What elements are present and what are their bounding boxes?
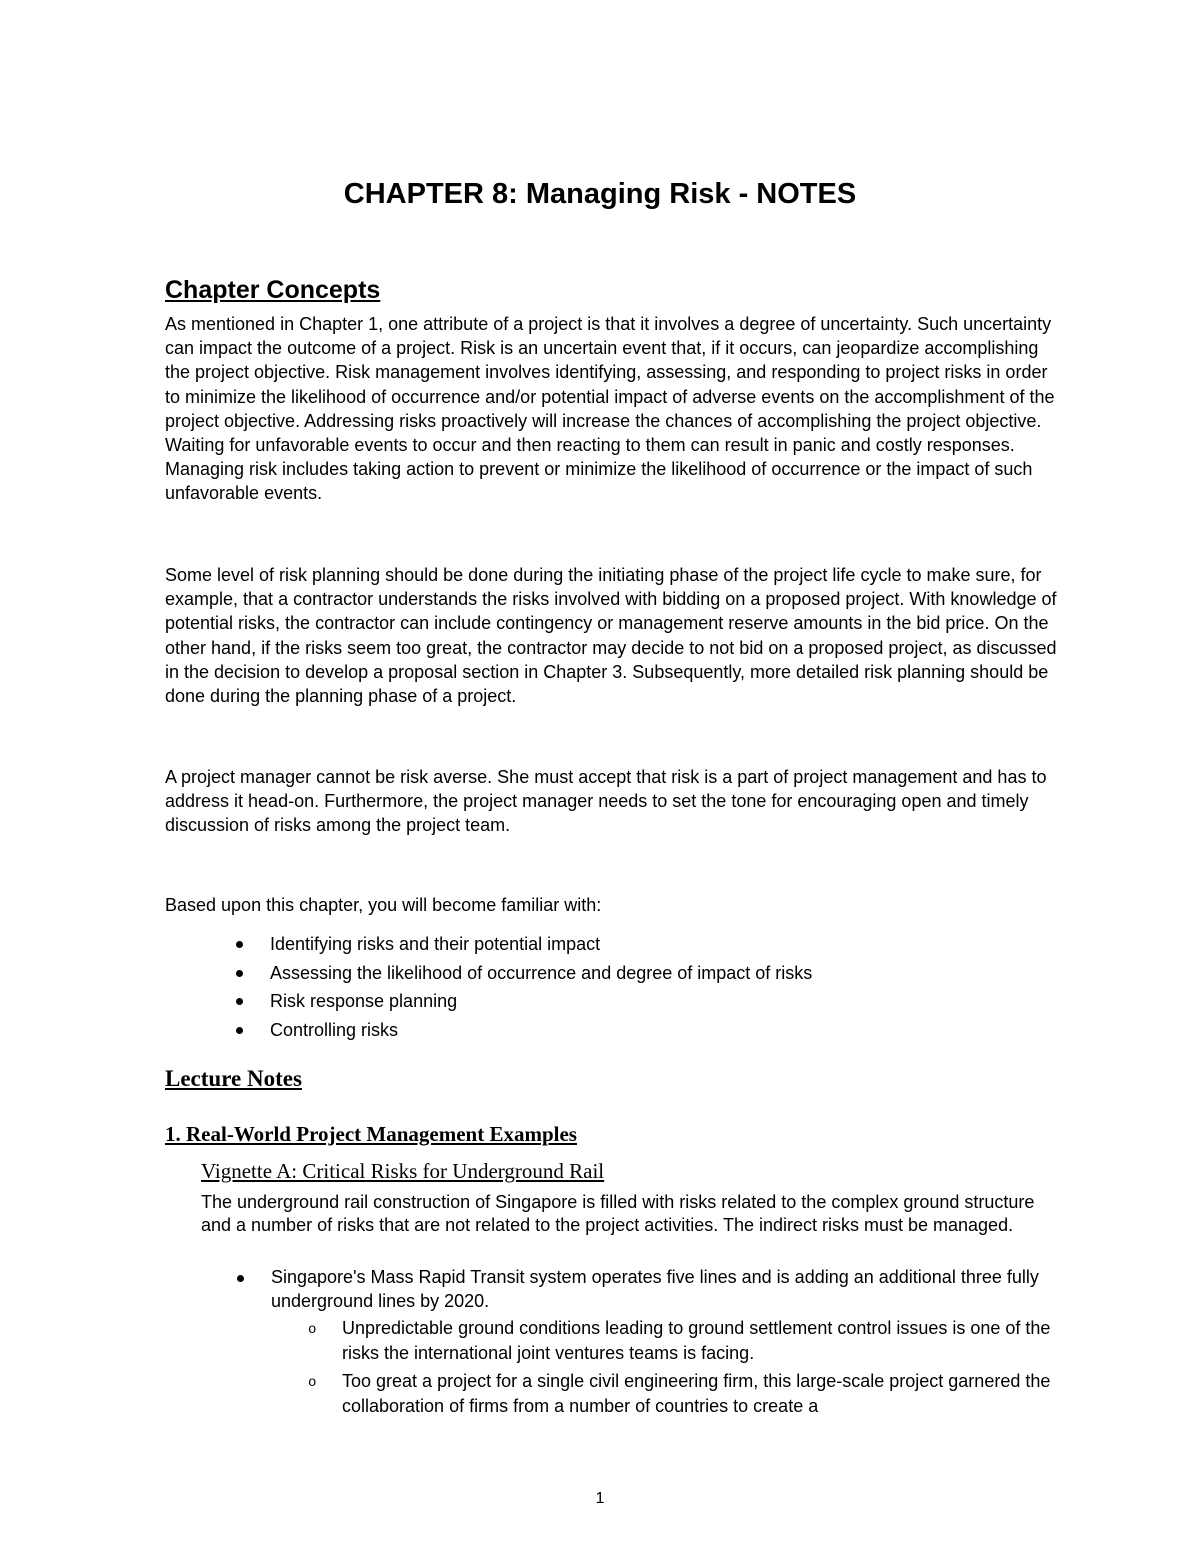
concepts-paragraph-1: As mentioned in Chapter 1, one attribute of a project is that it involves a degree of uncertainty. Such uncertainty can impact the outcome of a project. Risk is an uncertain event that, if it occurs, can jeopardize accomplishing the project objective. Risk management involves identifying, assessing, and responding to project risks in order to minimize the likelihood of occurrence and/or potential impact of adverse events on the accomplishment of the project objective. Addressing risks proactively will increase the chances of accomplishing the project objective. Waiting for unfavorable events to occur and then reacting to them can result in panic and costly responses. Managing risk includes taking action to prevent or minimize the likelihood of occurrence or the impact of such unfavorable events. bbox=[165, 314, 1055, 504]
list-item: Controlling risks bbox=[165, 1016, 812, 1045]
sub-bullet-marker: o bbox=[308, 1322, 317, 1338]
page-number: 1 bbox=[595, 1490, 605, 1507]
list-item: Identifying risks and their potential impact bbox=[165, 930, 812, 959]
vignette-bullet: Singapore's Mass Rapid Transit system operates five lines and is adding an additional three fully underground lines by 2020. bbox=[271, 1265, 1061, 1313]
lecture-notes-heading: Lecture Notes bbox=[165, 1066, 302, 1091]
bullet-icon bbox=[236, 970, 243, 977]
vignette-a-paragraph: The underground rail construction of Singapore is filled with risks related to the complex ground structure and a number of risks that are not related to the project activities. The indirect risks must be managed. bbox=[201, 1192, 1035, 1235]
chapter-concepts-heading: Chapter Concepts bbox=[165, 276, 381, 304]
list-item: Assessing the likelihood of occurrence and degree of impact of risks bbox=[165, 959, 812, 988]
page-title: CHAPTER 8: Managing Risk - NOTES bbox=[343, 178, 857, 210]
list-item: Risk response planning bbox=[165, 987, 812, 1016]
concepts-paragraph-2: Some level of risk planning should be done during the initiating phase of the project life cycle to make sure, for example, that a contractor understands the risks involved with bidding on a proposed project. With knowledge of potential risks, the contractor can include contingency or management reserve amounts in the bid price. On the other hand, if the risks seem too great, the contractor may decide to not bid on a proposed project, as discussed in the decision to develop a proposal section in Chapter 3. Subsequently, more detailed risk planning should be done during the planning phase of a project. bbox=[165, 565, 1057, 707]
objectives-list bbox=[165, 930, 812, 1044]
section-1-heading: 1. Real-World Project Management Examples bbox=[165, 1122, 577, 1146]
vignette-a-title: Vignette A: Critical Risks for Underground Rail bbox=[201, 1159, 605, 1183]
vignette-sub-bullet-1: o Unpredictable ground conditions leading to ground settlement control issues is one of the risks the international joint ventures teams is facing. bbox=[308, 1318, 1051, 1363]
concepts-paragraph-4: Based upon this chapter, you will become familiar with: bbox=[165, 895, 602, 915]
bullet-icon bbox=[237, 1275, 244, 1282]
bullet-icon bbox=[236, 1027, 243, 1034]
concepts-paragraph-3: A project manager cannot be risk averse. She must accept that risk is a part of project management and has to address it head-on. Furthermore, the project manager needs to set the tone for encouraging open and timely discussion of risks among the project team. bbox=[165, 767, 1047, 836]
sub-bullet-marker: o bbox=[308, 1375, 317, 1391]
vignette-sub-bullet-2: o Too great a project for a single civil engineering firm, this large-scale project garnered the collaboration of firms from a number of countries to create a bbox=[308, 1371, 1051, 1416]
bullet-icon bbox=[236, 998, 243, 1005]
bullet-icon bbox=[236, 941, 243, 948]
